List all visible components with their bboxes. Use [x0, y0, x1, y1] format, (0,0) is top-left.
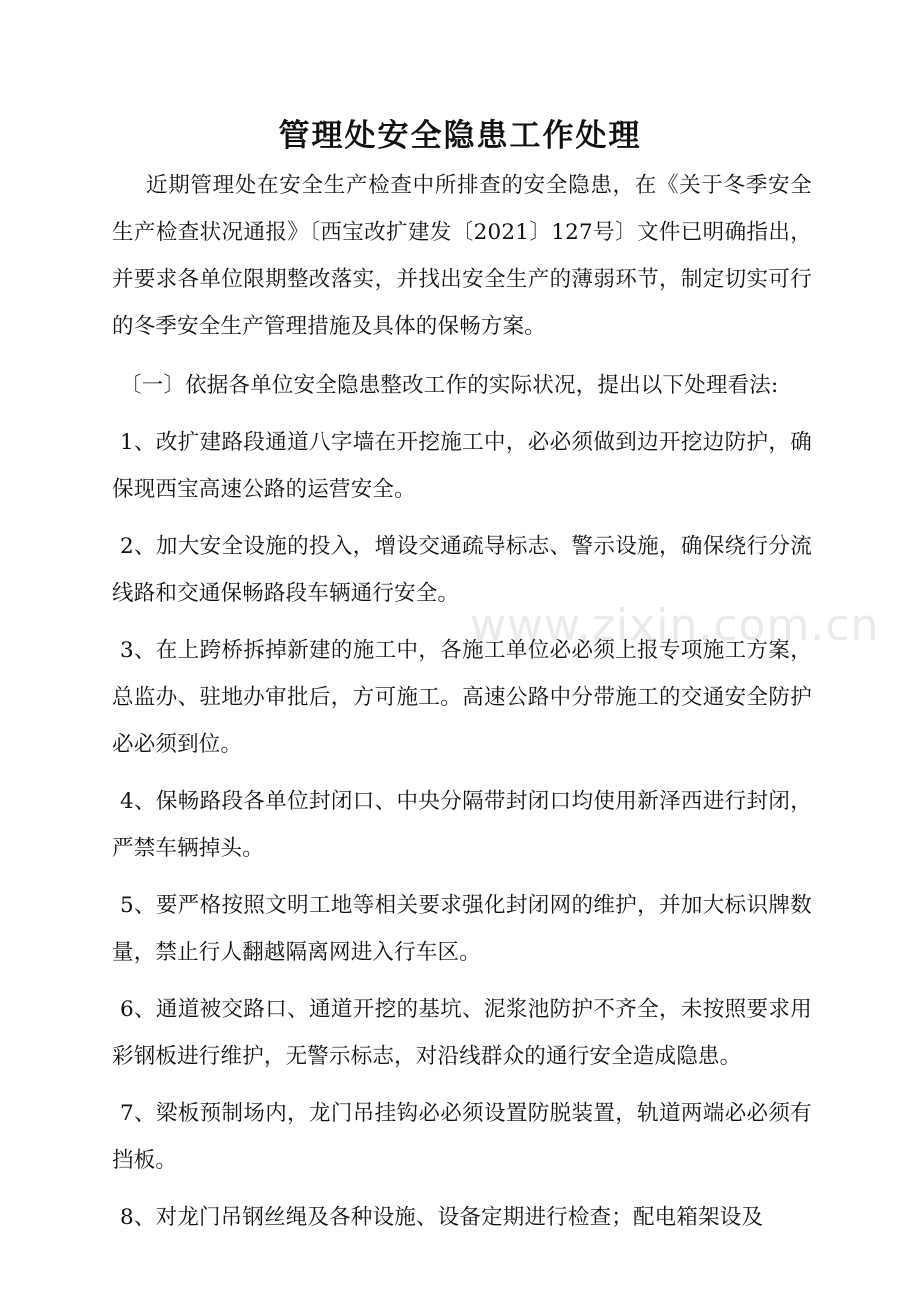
- list-item-8: 8、对龙门吊钢丝绳及各种设施、设备定期进行检查；配电箱架设及: [120, 1205, 764, 1230]
- intro-paragraph: 近期管理处在安全生产检查中所排查的安全隐患，在《关于冬季安全生产检查状况通报》〔西宝改扩建发〔2021〕127号〕文件已明确指出，并要求各单位限期整改落实，并找出安全生产的薄弱环节，制定切实可行的冬季安全生产管理措施及具体的保畅方案。: [112, 173, 812, 339]
- list-item-6: 6、通道被交路口、通道开挖的基坑、泥浆池防护不齐全，未按照要求用彩钢板进行维护，无警示标志，对沿线群众的通行安全造成隐患。: [112, 997, 812, 1069]
- list-item-4: 4、保畅路段各单位封闭口、中央分隔带封闭口均使用新泽西进行封闭，严禁车辆掉头。: [112, 789, 812, 861]
- watermark-text: www.zixin.com.cn: [470, 600, 880, 651]
- list-item-5: 5、要严格按照文明工地等相关要求强化封闭网的维护，并加大标识牌数量，禁止行人翻越隔离网进入行车区。: [112, 893, 812, 965]
- list-item-1: 1、改扩建路段通道八字墙在开挖施工中，必必须做到边开挖边防护，确保现西宝高速公路的运营安全。: [112, 430, 812, 502]
- document-body: [112, 162, 812, 1251]
- section-heading: 〔一〕依据各单位安全隐患整改工作的实际状况，提出以下处理看法:: [120, 373, 779, 398]
- list-item-3: 3、在上跨桥拆掉新建的施工中，各施工单位必必须上报专项施工方案，总监办、驻地办审批后，方可施工。高速公路中分带施工的交通安全防护必必须到位。: [112, 638, 812, 757]
- list-item-7: 7、梁板预制场内，龙门吊挂钩必必须设置防脱装置，轨道两端必必须有挡板。: [112, 1101, 812, 1173]
- document-title: 管理处安全隐患工作处理: [278, 118, 642, 154]
- list-item-2: 2、加大安全设施的投入，增设交通疏导标志、警示设施，确保绕行分流线路和交通保畅路段车辆通行安全。: [112, 534, 812, 606]
